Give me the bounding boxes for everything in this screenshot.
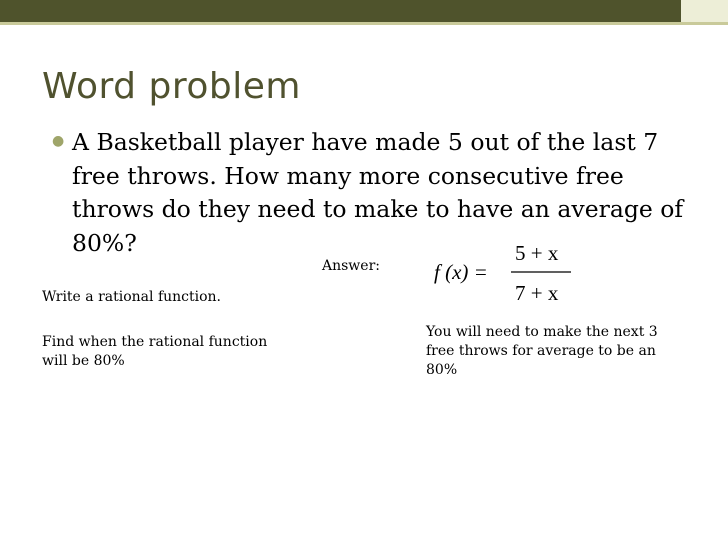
answer-label: Answer: [322,258,380,274]
top-bar [0,0,728,22]
bullet-text: A Basketball player have made 5 out of the last 7 free throws. How many more consecutive free throws do they need to make to have an average of 80%? [72,128,684,257]
formula-denominator: 7 + x [515,281,559,305]
slide-title: Word problem [42,66,301,107]
corner-box [681,0,728,22]
answer-result: You will need to make the next 3 free throws for average to be an 80% [426,324,658,378]
rational-function-formula [434,236,584,308]
formula-lhs: f (x) = [434,260,488,284]
rational-function-label: Write a rational function. [42,289,222,305]
formula-numerator: 5 + x [515,241,559,265]
top-bar-accent [0,22,728,25]
find-instruction: Find when the rational function will be 80% [42,334,268,369]
bullet-dot-icon: ● [52,133,65,149]
